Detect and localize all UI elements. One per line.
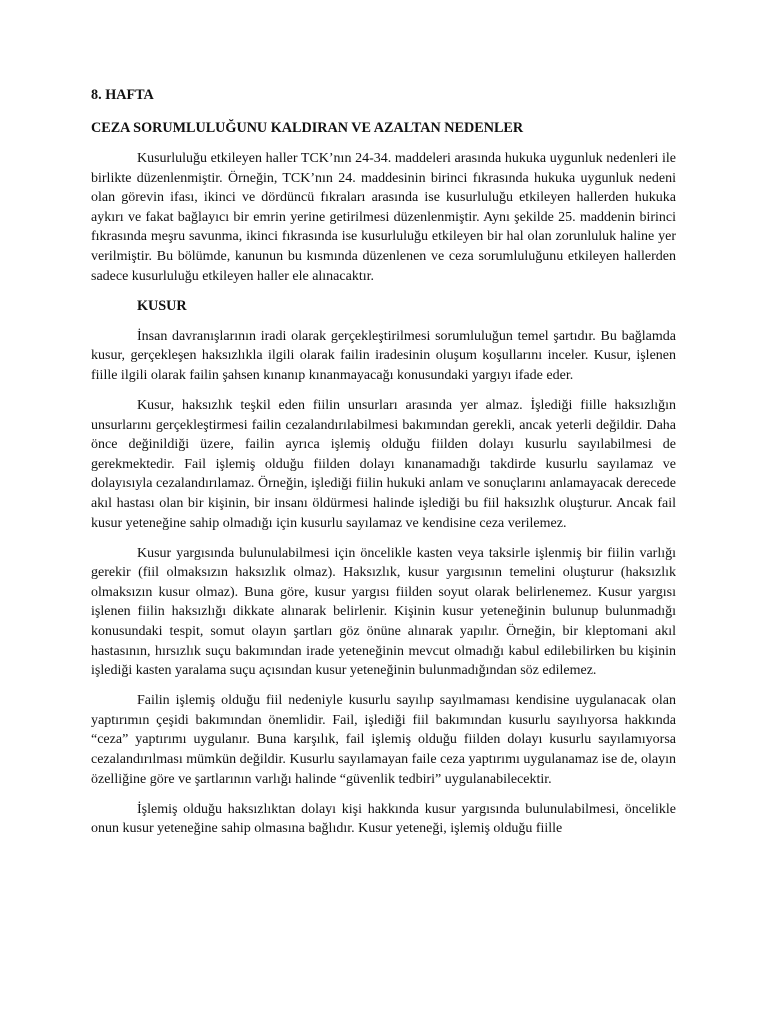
body-paragraph: İşlemiş olduğu haksızlıktan dolayı kişi hakkında kusur yargısında bulunulabilmesi, öncelikle onun kusur yeteneğine sahip olmasına bağlıdır. Kusur yeteneği, işlemiş olduğu fiille — [91, 801, 676, 837]
body-paragraph: İnsan davranışlarının iradi olarak gerçekleştirilmesi sorumluluğun temel şartıdır. Bu bağlamda kusur, gerçekleşen haksızlıkla ilgili olarak failin iradesinin oluşum koşullarını inceler. Kusur, işlenen fiille ilgili olarak failin şahsen kınanıp kınanmayacağı konusundaki yargıyı ifade eder. — [91, 328, 676, 383]
body-paragraph: Failin işlemiş olduğu fiil nedeniyle kusurlu sayılıp sayılmaması kendisine uygulanacak olan yaptırımın çeşidi bakımından önemlidir. Fail, işlediği fiil bakımından kusurlu sayılıyorsa hakkında “ceza” yaptırımı uygulanır. Buna karşılık, fail işlemiş olduğu fiilden dolayı kusurlu sayılamıyorsa cezalandırılması mümkün değildir. Kusurlu sayılamayan faile ceza yaptırımı uygulanamaz ise de, olayın özelliğine göre ve şartlarının varlığı halinde “güvenlik tedbiri” uygulanabilecektir. — [91, 693, 676, 787]
week-heading: 8. HAFTA — [91, 87, 154, 103]
chapter-title: CEZA SORUMLULUĞUNU KALDIRAN VE AZALTAN NEDENLER — [91, 120, 524, 136]
intro-paragraph: Kusurluluğu etkileyen haller TCK’nın 24-34. maddeleri arasında hukuka uygunluk nedenleri ile birlikte düzenlenmiştir. Örneğin, TCK’nın 24. maddesinin birinci fıkrasında hukuka uygunluk nedeni olan görevin ifası, ikinci ve dördüncü fıkraları arasında ise kusurluluğu etkileyen hallerden hukuka aykırı ve fakat bağlayıcı bir emrin yerine getirilmesi düzenlenmiştir. Aynı şekilde 25. maddenin birinci fıkrasında meşru savunma, ikinci fıkrasında ise kusurluluğu etkileyen bir hal olan zorunluluk haline yer verilmiştir. Bu bölümde, kanunun bu kısmında düzenlenen ve ceza sorumluluğunu etkileyen hallerden sadece kusurluluğu etkileyen haller ele alınacaktır. — [91, 151, 676, 284]
section-heading-kusur: KUSUR — [137, 297, 187, 314]
body-paragraph: Kusur yargısında bulunulabilmesi için öncelikle kasten veya taksirle işlenmiş bir fiilin varlığı gerekir (fiil olmaksızın haksızlık olmaz). Haksızlık, kusur yargısının temelini oluşturur (haksızlık olmaksızın kusur olmaz). Buna göre, kusur yargısı fiilden soyut olarak belirlenemez. Kusur yargısı işlenen fiilin haksızlığı dikkate alınarak belirlenir. Kişinin kusur yeteneğinin bulunup bulunmadığı konusundaki tespit, somut olayın şartları göz önüne alınarak yapılır. Örneğin, bir kleptomani akıl hastasının, hırsızlık suçu bakımından irade yeteneğinin mevcut olmadığı kabul edilebilirken bu kişinin işlediği kasten yaralama suçu açısından kusur yeteneğinin bulunmadığından söz edilemez. — [91, 545, 676, 679]
document-body — [91, 86, 676, 849]
body-paragraph: Kusur, haksızlık teşkil eden fiilin unsurları arasında yer almaz. İşlediği fiille haksızlığın unsurlarını gerçekleştirmesi failin cezalandırılabilmesi bakımından gerekli, ancak yeterli değildir. Daha önce değinildiği üzere, failin ayrıca işlemiş olduğu fiilden dolayı kusurlu sayılabilmesi de gerekmektedir. Fail işlemiş olduğu fiilden dolayı kınanamadığı takdirde kusurlu sayılamaz ve dolayısıyla cezalandırılamaz. Örneğin, işlediği fiilin hukuki anlam ve sonuçlarını anlamayacak derecede akıl hastası olan bir kişinin, bir insanı öldürmesi halinde işlediği bu fiil haksızlık oluşturur. Ancak fail kusur yeteneğine sahip olmadığı için kusurlu sayılamaz ve kendisine ceza verilemez. — [91, 397, 676, 531]
